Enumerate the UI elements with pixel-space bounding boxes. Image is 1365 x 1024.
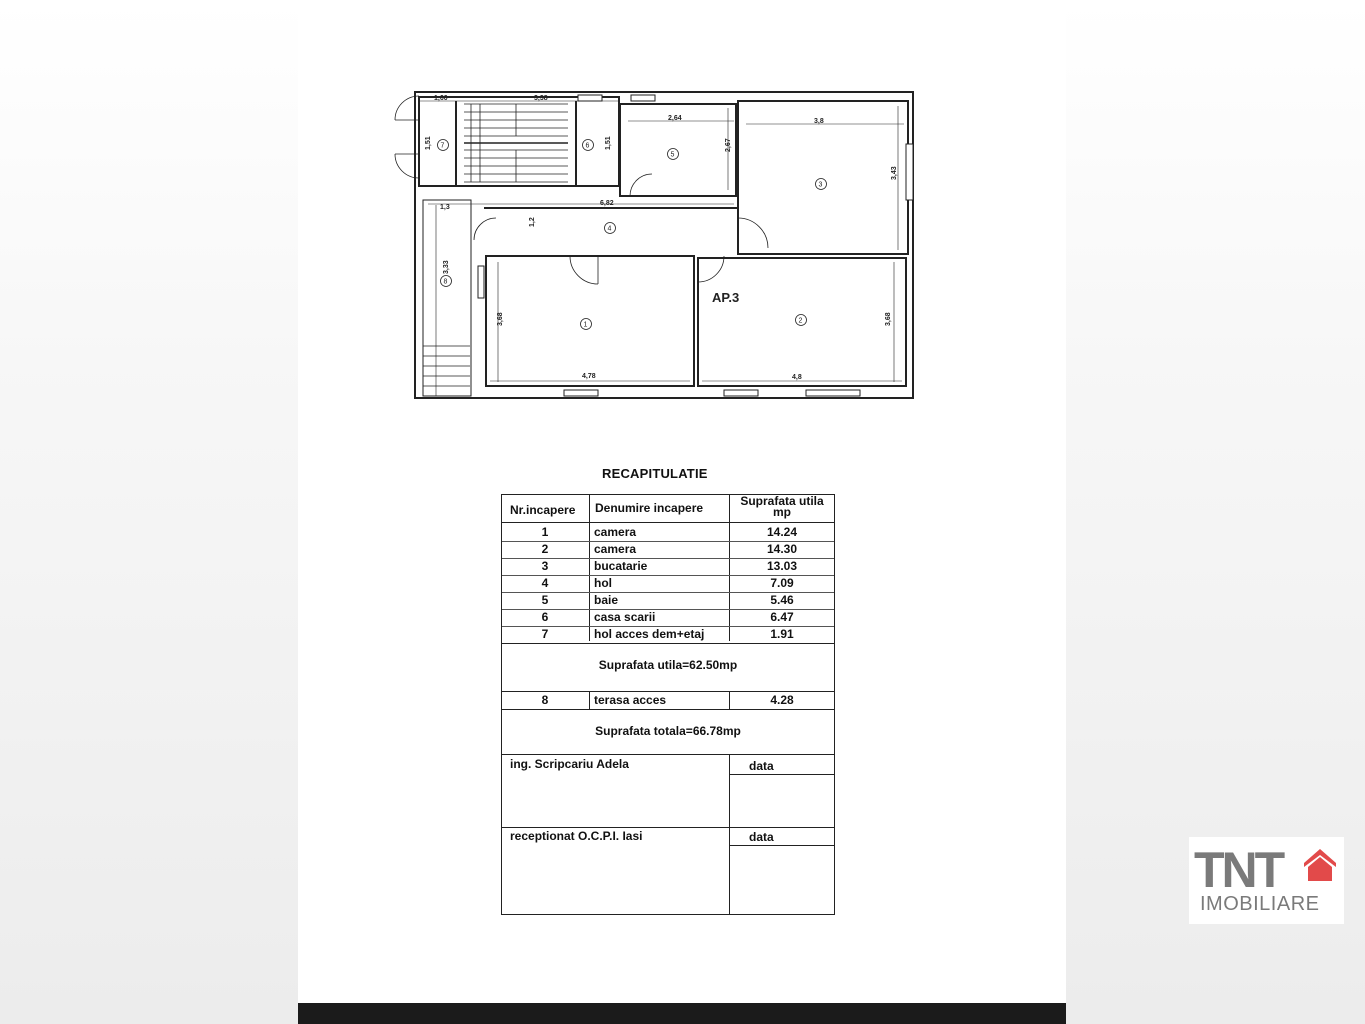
cell-area: 6.47	[770, 610, 794, 624]
logo-sub-text: IMOBILIARE	[1200, 893, 1320, 915]
dim-text: 3,43	[891, 166, 898, 180]
cell-name: camera	[594, 542, 637, 556]
document-sheet	[298, 0, 1066, 1024]
table-row	[502, 609, 834, 627]
cell-area: 14.24	[766, 525, 798, 539]
cell-name: terasa acces	[594, 693, 667, 707]
house-roof-icon	[1304, 847, 1336, 883]
date-label: data	[749, 830, 774, 844]
received-label: receptionat O.C.P.I. Iasi	[510, 829, 643, 843]
terrace-steps	[423, 346, 470, 386]
cell-name: bucatarie	[594, 559, 648, 573]
table-row	[502, 558, 834, 576]
bottom-bar	[298, 1003, 1066, 1024]
dim-text: 3,33	[443, 260, 450, 274]
cell-area: 5.46	[770, 593, 794, 607]
dim-text: 1,51	[425, 136, 432, 150]
dim-text: 3,38	[534, 95, 548, 102]
header-name: Denumire incapere	[595, 501, 704, 515]
cell-area: 1.91	[770, 627, 794, 641]
cell-area: 7.09	[770, 576, 794, 590]
dim-text: 6,82	[600, 200, 614, 207]
dim-text: 1,3	[440, 204, 450, 211]
dim-text: 1,2	[529, 217, 536, 227]
usable-total: Suprafata utila=62.50mp	[598, 658, 738, 672]
cell-nr: 3	[541, 559, 549, 573]
cell-nr: 6	[541, 610, 549, 624]
dim-text: 1,51	[605, 136, 612, 150]
date-label: data	[749, 759, 774, 773]
dim-text: 4,8	[792, 374, 802, 381]
cell-nr: 4	[541, 576, 549, 590]
room-number: 1	[583, 321, 588, 329]
grand-total: Suprafata totala=66.78mp	[595, 724, 741, 738]
cell-area: 13.03	[766, 559, 798, 573]
dim-text: 3,8	[814, 118, 824, 125]
stairs	[464, 104, 568, 182]
logo-main-text: TNT	[1194, 842, 1283, 898]
room-number: 7	[440, 142, 445, 150]
room-number: 5	[670, 151, 675, 159]
apartment-label: AP.3	[712, 290, 740, 305]
floor-plan	[298, 0, 1066, 460]
cell-area: 14.30	[766, 542, 798, 556]
room-number: 8	[443, 278, 448, 286]
room-number: 4	[607, 225, 612, 233]
room-number: 2	[798, 317, 803, 325]
cell-name: baie	[594, 593, 619, 607]
table-row	[502, 541, 834, 559]
header-nr: Nr.incapere	[510, 503, 576, 517]
room-number: 6	[585, 142, 590, 150]
cell-name: casa scarii	[594, 610, 656, 624]
recap-title: RECAPITULATIE	[602, 466, 708, 481]
cell-nr: 5	[541, 593, 549, 607]
cell-name: hol acces dem+etaj	[594, 627, 705, 641]
cell-nr: 7	[541, 627, 549, 641]
table-row	[502, 592, 834, 610]
cell-nr: 2	[541, 542, 549, 556]
table-row	[502, 524, 834, 542]
dim-text: 3,68	[497, 312, 504, 326]
room-number: 3	[818, 181, 823, 189]
recap-table	[501, 494, 835, 915]
dim-text: 2,64	[668, 115, 682, 122]
cell-area: 4.28	[770, 693, 794, 707]
cell-name: hol	[594, 576, 612, 590]
dim-text: 3,68	[885, 312, 892, 326]
table-row	[502, 575, 834, 593]
table-row	[502, 626, 834, 644]
cell-name: camera	[594, 525, 637, 539]
cell-nr: 1	[541, 525, 549, 539]
dim-text: 2,67	[725, 138, 732, 152]
engineer-name: ing. Scripcariu Adela	[510, 757, 629, 771]
brand-logo	[1189, 837, 1344, 924]
dim-text: 4,78	[582, 373, 596, 380]
cell-nr: 8	[541, 693, 549, 707]
header-area: Suprafata utila mp	[740, 494, 824, 519]
terrace-row	[502, 692, 834, 710]
dim-text: 1,60	[434, 95, 448, 102]
table-header	[502, 495, 834, 523]
